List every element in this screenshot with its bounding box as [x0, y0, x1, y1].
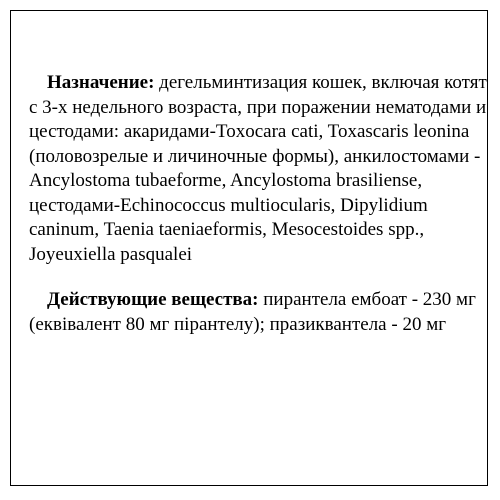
active-substances-label: Действующие вещества:	[47, 289, 259, 310]
purpose-label: Назначение:	[47, 72, 155, 93]
purpose-paragraph	[29, 71, 491, 267]
document-frame	[10, 10, 488, 486]
purpose-text: дегельминтизация кошек, включая котят с 3-х недельного возраста, при поражении нематодами и цестодами: акаридами-Toxocara cati, Toxascaris leonina (половозрелые и личиночные формы), анкилостомами - Ancylostoma tubaeforme, Ancylostoma brasiliense, цестодами-Echinococcus multiocularis, Dipylidium caninum, Taenia taeniaeformis, Mesocestoides spp., Joyeuxiella pasqualei	[29, 72, 487, 265]
active-substances-text: пирантела ембоат - 230 мг (еквівалент 80 мг пірантелу); празиквантела - 20 мг	[29, 289, 476, 335]
active-substances-paragraph	[29, 288, 491, 337]
document-content	[29, 71, 491, 337]
